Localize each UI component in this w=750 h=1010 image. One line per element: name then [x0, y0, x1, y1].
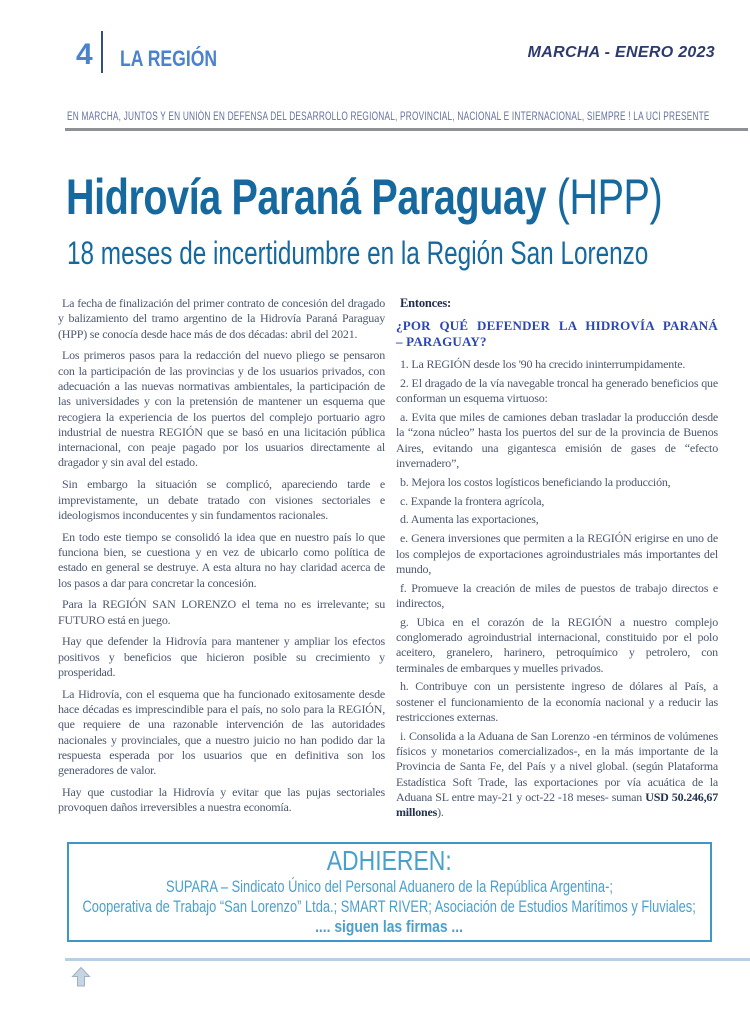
section-heading-line1: ¿POR QUÉ DEFENDER LA HIDROVÍA PARANÁ: [396, 318, 718, 334]
paragraph: Sin embargo la situación se complicó, apareciendo tarde e imprevistamente, un debate tratado con visiones sectoriales e ideologismos inconducentes y sin fundamentos racionales.: [58, 477, 385, 522]
adhesion-title: ADHIEREN:: [326, 844, 453, 876]
header-divider: [101, 31, 103, 73]
left-column: [58, 296, 385, 822]
section-heading-line2: – PARAGUAY?: [396, 334, 487, 350]
list-item-text-end: ).: [437, 805, 444, 820]
article-title-main: Hidrovía Paraná Paraguay: [66, 169, 547, 225]
list-item: b. Mejora los costos logísticos beneficiando la producción,: [400, 474, 671, 489]
list-item: f. Promueve la creación de miles de puestos de trabajo directos e indirectos,: [396, 580, 718, 610]
list-item: [396, 729, 718, 821]
list-item: 2. El dragado de la vía navegable troncal ha generado beneficios que conforman un esquema virtuoso:: [396, 376, 718, 406]
paragraph: Hay que custodiar la Hidrovía y evitar que las pujas sectoriales provoquen daños irreversibles a nuestra economía.: [58, 785, 385, 815]
paragraph: Los primeros pasos para la redacción del nuevo pliego se pensaron con la participación de las provincias y de los usuarios privados, con adecuación a las nuevas normativas ambientales, la participación de las universidades y con la pretensión de mantener un esquema que recogiera la experiencia de los puertos del complejo portuario agro industrial de nuestra REGIÓN que se basó en una licitación pública internacional, con peaje pagado por los usuarios directamente al dragador y sin aval del estado.: [58, 348, 385, 470]
list-item: 1. La REGIÓN desde los '90 ha crecido ininterrumpidamente.: [400, 357, 686, 372]
usd-amount: USD 50.246,67 millones: [396, 790, 718, 820]
adhesion-line: Cooperativa de Trabajo “San Lorenzo” Ltda.; SMART RIVER; Asociación de Estudios Marítimos y Fluviales;: [82, 898, 697, 916]
paragraph: La Hidrovía, con el esquema que ha funcionado exitosamente desde hace décadas es imprescindible para el país, no solo para la REGIÓN, que requiere de una razonable intervención de las autoridades nacionales y provinciales, que a nuestro juicio no han podido dar la respuesta esperada por los usuarios que en definitiva son los generadores de valor.: [58, 686, 385, 778]
header-rule: [65, 128, 748, 131]
list-item: a. Evita que miles de camiones deban trasladar la producción desde la “zona núcleo” hasta los puertos del sur de la provincia de Buenos Aires, evitando una gigantesca emisión de gases de “efecto invernadero”,: [396, 410, 718, 471]
issue-date: MARCHA - ENERO 2023: [527, 44, 715, 61]
adhesion-box: [67, 842, 712, 942]
footer-rule: [65, 958, 750, 961]
paragraph: Para la REGIÓN SAN LORENZO el tema no es irrelevante; su FUTURO está en juego.: [58, 597, 385, 627]
list-item-text: i. Consolida a la Aduana de San Lorenzo -en términos de volúmenes físicos y monetarios comercializados-, en la más importante de la Provincia de Santa Fe, del País y a nivel global. (según Plataforma Estadística Soft Trade, las exportaciones por vía acuática de la Aduana SL entre may-21 y oct-22 -18 meses- suman: [396, 728, 718, 805]
adhesion-line: SUPARA – Sindicato Único del Personal Aduanero de la República Argentina-;: [166, 877, 613, 896]
paragraph: Hay que defender la Hidrovía para mantener y ampliar los efectos positivos y beneficios que hicieron posible su crecimiento y prosperidad.: [58, 634, 385, 680]
right-column: [396, 296, 718, 824]
list-item: d. Aumenta las exportaciones,: [400, 512, 539, 527]
adhesion-footer: .... siguen las firmas ...: [315, 918, 464, 937]
masthead-title: LA REGIÓN: [120, 46, 218, 71]
paragraph: La fecha de finalización del primer contrato de concesión del dragado y balizamiento del tramo argentino de la Hidrovía Paraná Paraguay (HPP) se conocía desde hace más de dos décadas: abril del 2021.: [58, 296, 385, 341]
list-item: e. Genera inversiones que permiten a la REGIÓN erigirse en uno de los complejos de exportaciones agroindustriales más importantes del mundo,: [396, 531, 718, 576]
paragraph: En todo este tiempo se consolidó la idea que en nuestro país lo que funciona bien, se cuestiona y en vez de ubicarlo como política de estado en general se destruye. A esta altura no hay claridad acerca de los pasos a dar para concretar la concesión.: [58, 529, 385, 590]
section-intro: Entonces:: [400, 296, 451, 310]
article-title-suffix: (HPP): [546, 169, 663, 225]
slogan-banner: EN MARCHA, JUNTOS Y EN UNIÓN EN DEFENSA DEL DESARROLLO REGIONAL, PROVINCIAL, NACIONAL E INTERNACIONAL, SIEMPRE ! LA UCI PRESENTE: [67, 111, 710, 123]
list-item: g. Ubica en el corazón de la REGIÓN a nuestro complejo conglomerado agroindustrial internacional, constituido por el polo aceitero, granelero, harinero, petroquímico y petrolero, con terminales de embarques y muelles privados.: [396, 614, 718, 675]
article-title: [66, 171, 662, 224]
list-item: c. Expande la frontera agrícola,: [400, 493, 545, 508]
list-item: h. Contribuye con un persistente ingreso de dólares al País, a sostener el funcionamiento de la economía nacional y a reducir las restricciones externas.: [396, 679, 718, 725]
section-heading: [396, 318, 718, 350]
page-number: 4: [76, 38, 93, 71]
up-arrow-icon: [71, 966, 91, 988]
article-subtitle: 18 meses de incertidumbre en la Región San Lorenzo: [67, 235, 649, 271]
